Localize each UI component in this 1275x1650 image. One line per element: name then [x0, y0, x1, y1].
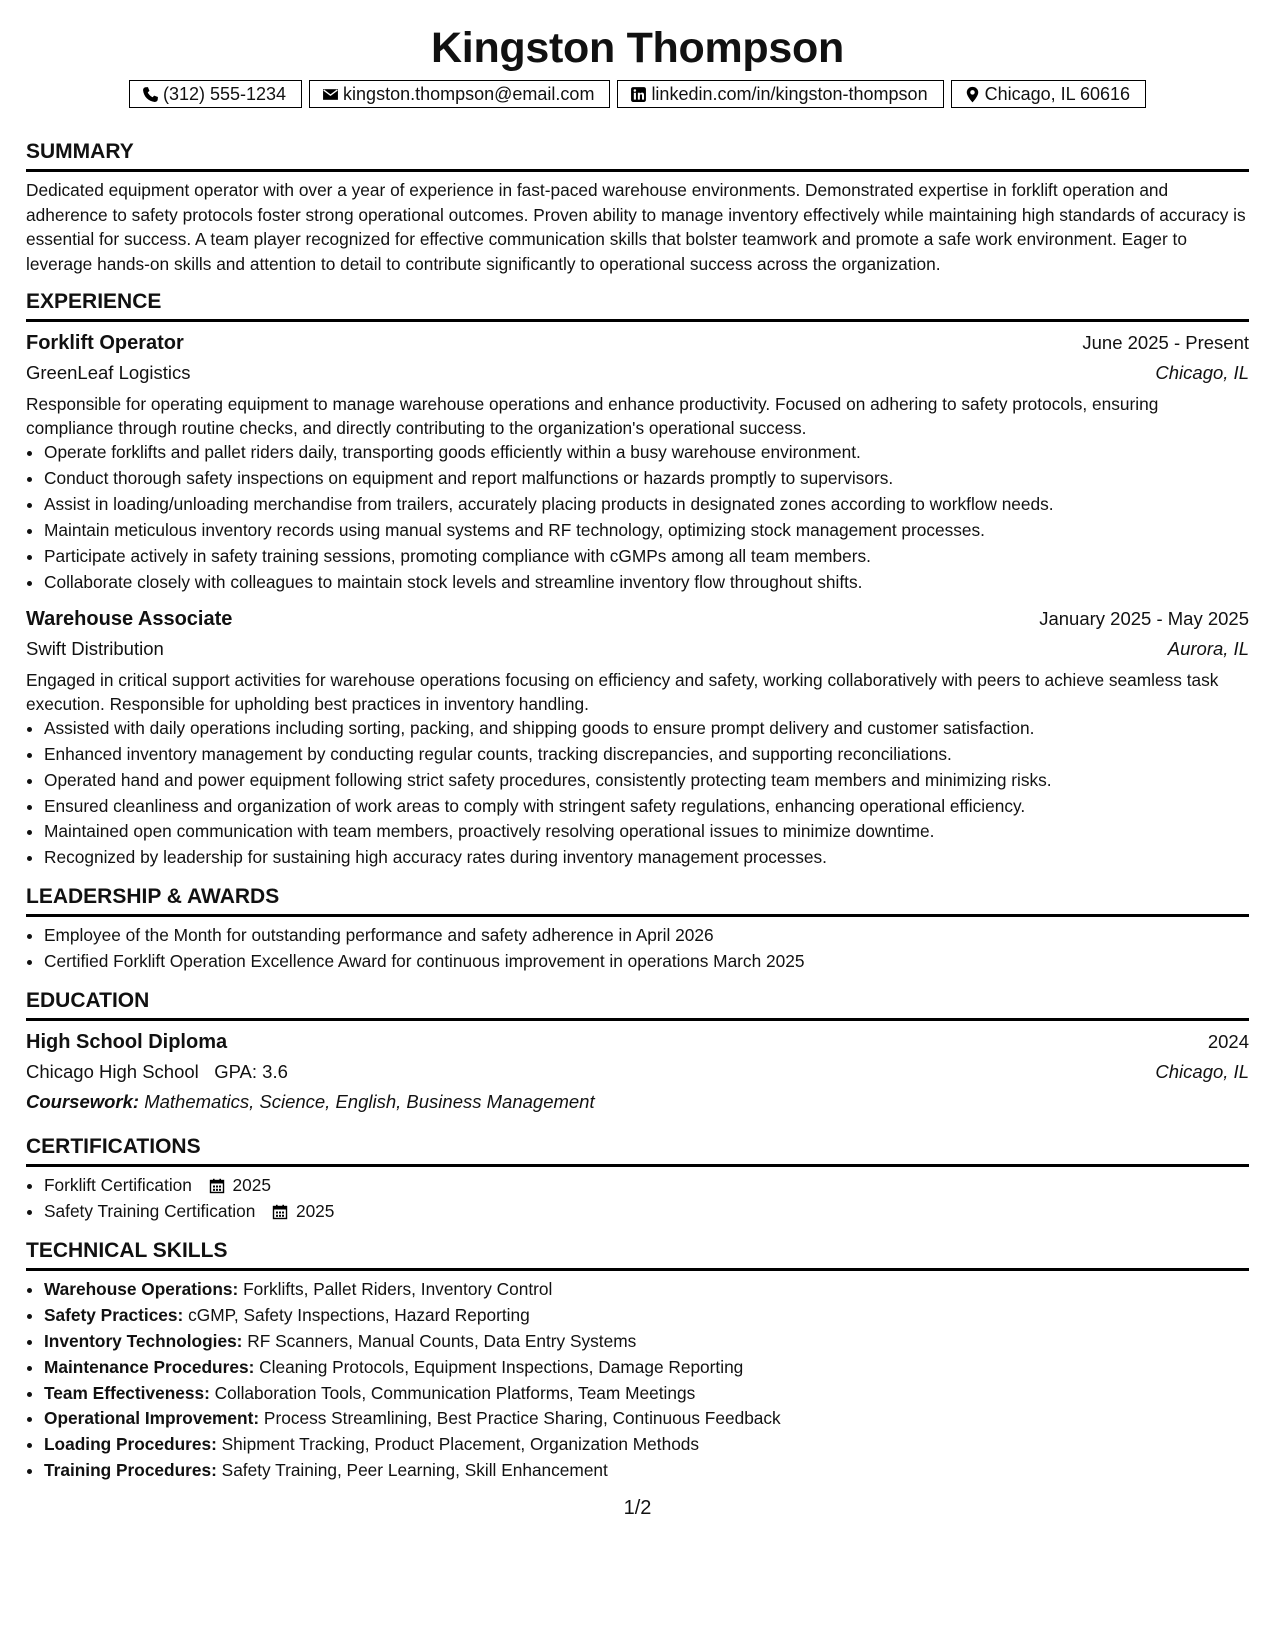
skill-label: Team Effectiveness:	[44, 1382, 210, 1403]
job-bullets	[26, 716, 1249, 871]
skill-item	[44, 1458, 1249, 1484]
school-name: Chicago High School	[26, 1061, 199, 1083]
contact-location[interactable]	[951, 80, 1146, 108]
skill-label: Loading Procedures:	[44, 1434, 217, 1455]
job-bullets	[26, 440, 1249, 595]
section-title-experience: EXPERIENCE	[26, 288, 1249, 322]
job-entry	[26, 604, 1249, 871]
job-dates: June 2025 - Present	[1082, 332, 1249, 354]
leadership-list	[26, 923, 1249, 975]
gpa: GPA: 3.6	[214, 1061, 288, 1083]
page-number: 1/2	[623, 1497, 652, 1519]
calendar-icon	[209, 1178, 225, 1194]
job-title: Warehouse Associate	[26, 607, 233, 630]
skill-item	[44, 1432, 1249, 1458]
skill-label: Inventory Technologies:	[44, 1330, 243, 1351]
award-item: • Employee of the Month for outstanding performance and safety adherence in April 2026	[44, 923, 1249, 949]
certifications-list	[26, 1173, 1249, 1225]
skill-item	[44, 1277, 1249, 1303]
job-bullet: • Operate forklifts and pallet riders daily, transporting goods efficiently within a busy warehouse environment.	[44, 440, 1249, 466]
certification-item	[44, 1199, 1249, 1225]
skill-value: Safety Training, Peer Learning, Skill Enhancement	[221, 1460, 608, 1481]
summary-section	[26, 138, 1249, 276]
job-bullet: • Assisted with daily operations including sorting, packing, and shipping goods to ensure prompt delivery and customer satisfaction.	[44, 716, 1249, 742]
job-description: Responsible for operating equipment to manage warehouse operations and enhance productivity. Focused on adhering to safety protocols, ensuring compliance through routine checks, and directly contributing to the organization's operational success.	[26, 394, 1159, 439]
skill-value: Cleaning Protocols, Equipment Inspections, Damage Reporting	[259, 1356, 744, 1377]
skill-label: Maintenance Procedures:	[44, 1356, 255, 1377]
skills-list	[26, 1277, 1249, 1484]
skill-item	[44, 1406, 1249, 1432]
job-bullet: • Collaborate closely with colleagues to maintain stock levels and streamline inventory flow throughout shifts.	[44, 570, 1249, 596]
coursework-text: Mathematics, Science, English, Business Management	[144, 1091, 595, 1113]
skill-label: Training Procedures:	[44, 1460, 217, 1481]
skill-value: RF Scanners, Manual Counts, Data Entry Systems	[247, 1330, 637, 1351]
school-line	[26, 1057, 288, 1087]
phone-text: (312) 555-1234	[162, 83, 287, 104]
section-title-summary: SUMMARY	[26, 138, 1249, 172]
calendar-icon	[272, 1204, 288, 1220]
job-bullet: • Maintain meticulous inventory records using manual systems and RF technology, optimizing stock management processes.	[44, 518, 1249, 544]
degree: High School Diploma	[26, 1031, 228, 1054]
contact-bar	[26, 80, 1249, 108]
job-bullet: • Enhanced inventory management by conducting regular counts, tracking discrepancies, and supporting reconciliations.	[44, 742, 1249, 768]
job-location: Aurora, IL	[1167, 637, 1249, 659]
skill-value: Forklifts, Pallet Riders, Inventory Control	[243, 1278, 553, 1299]
coursework-label: Coursework:	[26, 1091, 140, 1113]
contact-linkedin[interactable]	[617, 80, 943, 108]
job-bullet: • Recognized by leadership for sustaining high accuracy rates during inventory management processes.	[44, 845, 1249, 871]
job-bullet: • Participate actively in safety training sessions, promoting compliance with cGMPs among all team members.	[44, 544, 1249, 570]
skill-item	[44, 1329, 1249, 1355]
skill-value: Process Streamlining, Best Practice Sharing, Continuous Feedback	[263, 1408, 781, 1429]
linkedin-icon	[630, 86, 647, 103]
education-section	[26, 987, 1249, 1117]
job-bullet: • Ensured cleanliness and organization of work areas to comply with stringent safety regulations, enhancing operational efficiency.	[44, 794, 1249, 820]
map-pin-icon	[964, 86, 981, 103]
job-location: Chicago, IL	[1155, 362, 1249, 384]
section-title-education: EDUCATION	[26, 987, 1249, 1021]
coursework-line	[26, 1087, 1249, 1117]
job-entry	[26, 328, 1249, 595]
job-title: Forklift Operator	[26, 332, 184, 355]
school-location: Chicago, IL	[1155, 1061, 1249, 1083]
summary-text: Dedicated equipment operator with over a year of experience in fast-paced warehouse environments. Demonstrated expertise in forklift operation and adherence to safety protocols foster strong operational outcomes. Proven ability to manage inventory effectively while maintaining high standards of accuracy is essential for success. A team player recognized for effective communication skills that bolster teamwork and promote a safe work environment. Eager to leverage hands-on skills and attention to detail to contribute significantly to operational success across the organization.	[26, 180, 1246, 274]
contact-email[interactable]	[309, 80, 610, 108]
section-title-skills: TECHNICAL SKILLS	[26, 1237, 1249, 1271]
section-title-certifications: CERTIFICATIONS	[26, 1133, 1249, 1167]
certifications-section	[26, 1133, 1249, 1225]
skill-label: Operational Improvement:	[44, 1408, 260, 1429]
leadership-section	[26, 883, 1249, 975]
candidate-name: Kingston Thompson	[431, 24, 844, 72]
email-text: kingston.thompson@email.com	[343, 83, 595, 104]
certification-name: Forklift Certification	[44, 1175, 192, 1196]
job-bullet: • Conduct thorough safety inspections on equipment and report malfunctions or hazards promptly to supervisors.	[44, 466, 1249, 492]
skills-section	[26, 1237, 1249, 1484]
graduation-year: 2024	[1207, 1031, 1249, 1053]
job-company: Swift Distribution	[26, 637, 164, 659]
experience-section	[26, 288, 1249, 871]
certification-name: Safety Training Certification	[44, 1200, 256, 1221]
skill-item	[44, 1381, 1249, 1407]
section-title-leadership: LEADERSHIP & AWARDS	[26, 883, 1249, 917]
job-company: GreenLeaf Logistics	[26, 362, 191, 384]
envelope-icon	[322, 86, 339, 103]
skill-item	[44, 1355, 1249, 1381]
certification-year: 2025	[295, 1200, 335, 1221]
certification-item	[44, 1173, 1249, 1199]
skill-label: Safety Practices:	[44, 1304, 184, 1325]
certification-year: 2025	[232, 1175, 271, 1196]
job-bullet: • Assist in loading/unloading merchandise from trailers, accurately placing products in designated zones according to workflow needs.	[44, 492, 1249, 518]
skill-label: Warehouse Operations:	[44, 1278, 239, 1299]
skill-value: Shipment Tracking, Product Placement, Organization Methods	[221, 1434, 700, 1455]
contact-phone[interactable]	[129, 80, 302, 108]
award-item: • Certified Forklift Operation Excellence Award for continuous improvement in operations March 2025	[44, 949, 1249, 975]
job-description: Engaged in critical support activities for warehouse operations focusing on efficiency and safety, working collaboratively with peers to achieve seamless task execution. Responsible for upholding best practices in inventory handling.	[26, 669, 1219, 714]
skill-item	[44, 1303, 1249, 1329]
skill-value: cGMP, Safety Inspections, Hazard Reporting	[188, 1304, 530, 1325]
phone-icon	[142, 86, 159, 103]
job-bullet: • Maintained open communication with team members, proactively resolving operational issues to minimize downtime.	[44, 819, 1249, 845]
job-dates: January 2025 - May 2025	[1039, 607, 1249, 629]
skill-value: Collaboration Tools, Communication Platforms, Team Meetings	[214, 1382, 696, 1403]
location-text: Chicago, IL 60616	[984, 83, 1131, 104]
linkedin-text: linkedin.com/in/kingston-thompson	[651, 83, 928, 104]
job-bullet: • Operated hand and power equipment following strict safety procedures, consistently protecting team members and minimizing risks.	[44, 768, 1249, 794]
